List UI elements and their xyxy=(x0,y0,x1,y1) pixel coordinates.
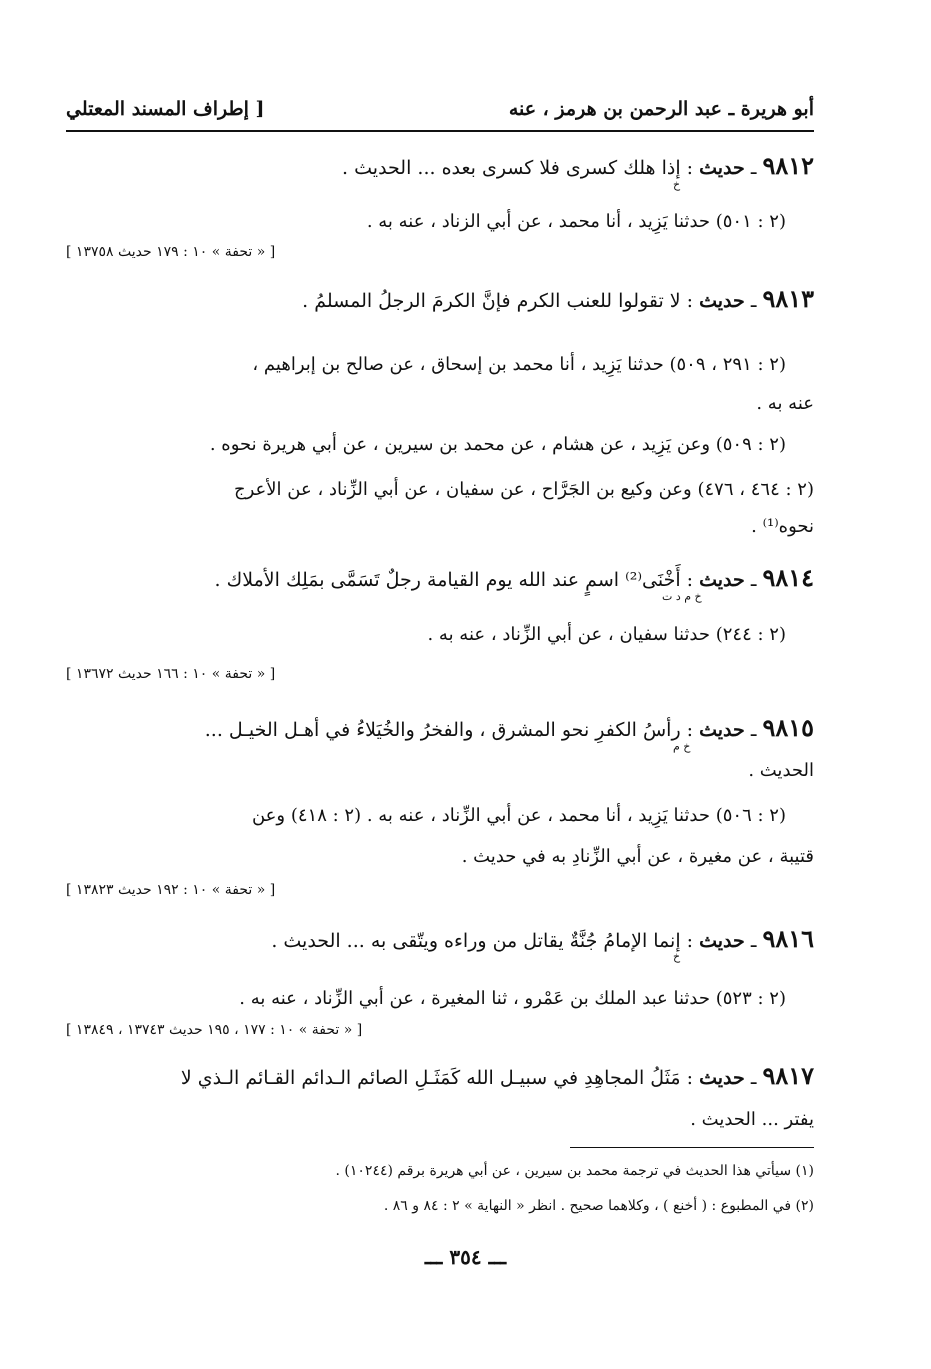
entry-number: ٩٨١٢ xyxy=(762,151,814,180)
entry-text: : إذا هلك كسرى فلا كسرى بعده ... الحديث . xyxy=(342,157,694,179)
entry-text: : مَثَلُ المجاهِدِ في سبيـل الله كَمَثَـلِ الصائم الـدائم القـائم الـذي لا xyxy=(180,1067,694,1089)
chain-line: (٢ : ٤٦٤ ، ٤٧٦) وعن وكيع بن الجَرَّاح ، عن سفيان ، عن أبي الزِّناد ، عن الأعرج xyxy=(234,479,814,500)
tuhfa-reference: [ « تحفة » ١٠ : ١٩٢ حديث ١٣٨٢٣ ] xyxy=(66,882,276,898)
chain-line: (٢ : ٥٢٣) حدثنا عبد الملك بن عَمْرو ، ثنا المغيرة ، عن أبي الزِّناد ، عنه به . xyxy=(239,988,786,1009)
chain-line: الحديث . xyxy=(748,760,814,781)
entry-text: : أَخْنَى⁽²⁾ اسمٍ عند الله يوم القيامة رجلٌ تَسَمَّى بمَلِك الأملاك . xyxy=(214,569,694,591)
entry-text: : رأسُ الكفرِ نحو المشرق ، والفخرُ والخُيَلاءُ في أهـل الخيـل ... xyxy=(204,719,694,741)
entry-number: ٩٨١٧ xyxy=(762,1061,814,1090)
tuhfa-reference: [ « تحفة » ١٠ : ١٧٧ ، ١٩٥ حديث ١٣٧٤٣ ، ١٣٨٤٩ ] xyxy=(66,1022,363,1038)
footnote: (٢) في المطبوع : ( أخنع ) ، وكلاهما صحيح . انظر « النهاية » ٢ : ٨٤ و ٨٦ . xyxy=(383,1198,814,1214)
chain-line: (٢ : ٥٠٩) وعن يَزِيد ، عن هشام ، عن محمد بن سيرين ، عن أبي هريرة نحوه . xyxy=(209,434,786,455)
entry-label: حديث xyxy=(699,569,745,591)
entry-label: حديث xyxy=(699,719,745,741)
chain-line: نحوه⁽¹⁾ . xyxy=(751,516,814,537)
entry-sigla: خ م د ت xyxy=(662,590,702,603)
entry-sigla: خ م xyxy=(673,740,691,753)
tuhfa-reference: [ « تحفة » ١٠ : ١٧٩ حديث ١٣٧٥٨ ] xyxy=(66,244,276,260)
chain-line: (٢ : ٥٠٦) حدثنا يَزِيد ، أنا محمد ، عن أبي الزِّناد ، عنه به . (٢ : ٤١٨) وعن xyxy=(251,805,786,826)
entry-label: حديث xyxy=(699,157,745,179)
header-rule xyxy=(66,130,814,132)
entry-number: ٩٨١٣ xyxy=(762,284,814,313)
chain-line: يفتر ... الحديث . xyxy=(690,1109,814,1130)
entry-number: ٩٨١٤ xyxy=(762,563,814,592)
entry-label: حديث xyxy=(699,930,745,952)
entry-label: حديث xyxy=(699,1067,745,1089)
entry-heading: ٩٨١٥ ـ حديث : رأسُ الكفرِ نحو المشرق ، والفخرُ والخُيَلاءُ في أهـل الخيـل ... xyxy=(204,713,814,742)
entry-number: ٩٨١٦ xyxy=(762,924,814,953)
entry-heading: ٩٨١٤ ـ حديث : أَخْنَى⁽²⁾ اسمٍ عند الله يوم القيامة رجلٌ تَسَمَّى بمَلِك الأملاك . xyxy=(214,563,814,592)
page-number: ـــ ٣٥٤ ـــ xyxy=(424,1245,507,1269)
entry-label: حديث xyxy=(699,290,745,312)
entry-heading: ٩٨١٢ ـ حديث : إذا هلك كسرى فلا كسرى بعده ... الحديث . xyxy=(342,151,814,180)
footnote: (١) سيأتي هذا الحديث في ترجمة محمد بن سيرين ، عن أبي هريرة برقم (١٠٢٤٤) . xyxy=(335,1163,814,1179)
chain-line: (٢ : ٥٠١) حدثنا يَزِيد ، أنا محمد ، عن أبي الزناد ، عنه به . xyxy=(366,211,786,232)
chain-line: (٢ : ٢٤٤) حدثنا سفيان ، عن أبي الزِّناد ، عنه به . xyxy=(427,624,786,645)
header-chapter-title: أبو هريرة ـ عبد الرحمن بن هرمز ، عنه xyxy=(508,98,814,120)
entry-heading: ٩٨١٣ ـ حديث : لا تقولوا للعنب الكرم فإنَّ الكرمَ الرجلُ المسلمُ . xyxy=(302,284,814,313)
entry-text: : لا تقولوا للعنب الكرم فإنَّ الكرمَ الرجلُ المسلمُ . xyxy=(302,290,694,312)
entry-sigla: خ xyxy=(673,950,681,963)
tuhfa-reference: [ « تحفة » ١٠ : ١٦٦ حديث ١٣٦٧٢ ] xyxy=(66,666,276,682)
chain-line: قتيبة ، عن مغيرة ، عن أبي الزِّنادِ به في حديث . xyxy=(461,846,814,867)
entry-heading: ٩٨١٧ ـ حديث : مَثَلُ المجاهِدِ في سبيـل الله كَمَثَـلِ الصائم الـدائم القـائم الـذي لا xyxy=(180,1061,814,1090)
chain-line: (٢ : ٢٩١ ، ٥٠٩) حدثنا يَزِيد ، أنا محمد بن إسحاق ، عن صالح بن إبراهيم ، xyxy=(252,354,786,375)
entry-sigla: خ xyxy=(673,178,681,191)
chain-line: عنه به . xyxy=(756,393,814,414)
entry-heading: ٩٨١٦ ـ حديث : إنما الإمامُ جُنَّةٌ يقاتل من وراءه ويتّقى به ... الحديث . xyxy=(271,924,814,953)
running-header xyxy=(66,92,814,132)
entry-text: : إنما الإمامُ جُنَّةٌ يقاتل من وراءه ويتّقى به ... الحديث . xyxy=(271,930,694,952)
footnote-separator xyxy=(570,1147,814,1148)
header-book-title: [ إطراف المسند المعتلي xyxy=(66,98,265,120)
entry-number: ٩٨١٥ xyxy=(762,713,814,742)
